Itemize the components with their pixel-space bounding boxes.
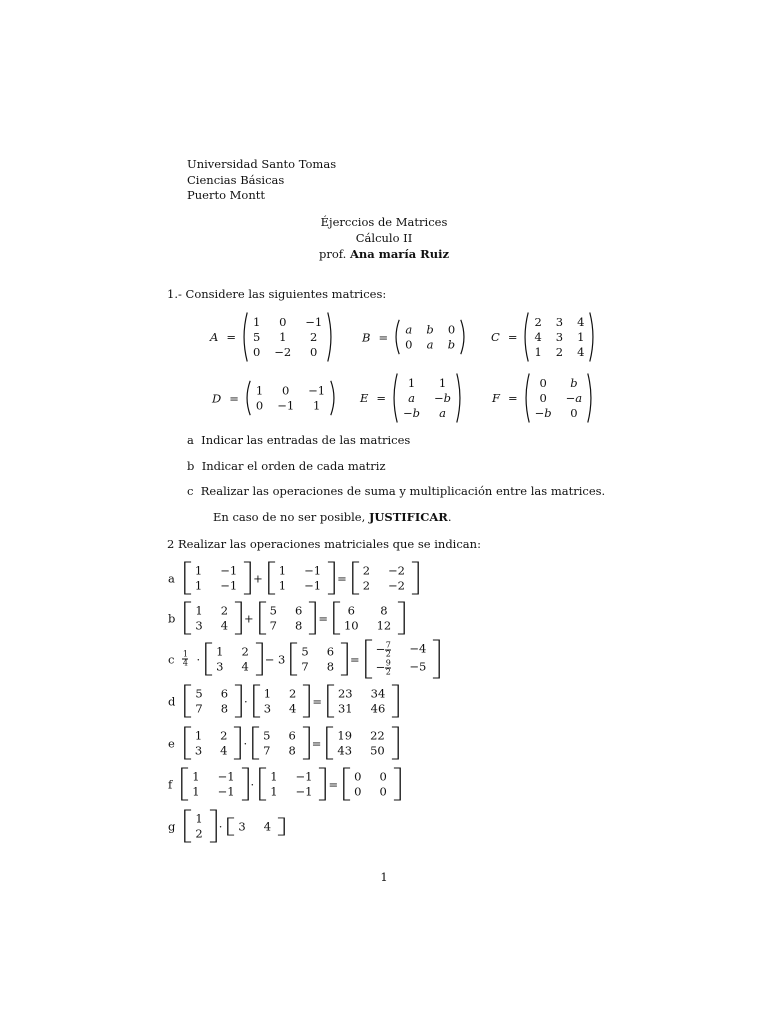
round-right-bracket (455, 373, 464, 423)
square-left-bracket (332, 602, 338, 635)
item-letter: c (187, 484, 194, 498)
matrix-entry: 3 (263, 701, 272, 716)
square-left-bracket (180, 768, 186, 801)
matrix-entry: 2 (220, 728, 228, 743)
matrix-entry: −b (403, 406, 421, 420)
matrix (183, 685, 240, 718)
matrix-entry: a (408, 391, 415, 405)
square-right-bracket (241, 768, 247, 801)
matrix-entry: −2 (388, 563, 405, 578)
equals-sign: = (328, 777, 339, 791)
round-left-bracket (243, 381, 252, 416)
matrix-entry: 1 (577, 330, 585, 344)
square-right-bracket (277, 817, 283, 835)
header-block (187, 157, 336, 204)
square-right-bracket (393, 768, 399, 801)
document-title (0, 214, 768, 262)
matrix-entry: 2 (362, 578, 371, 593)
round-right-bracket (329, 381, 338, 416)
exercise-letter: a (168, 571, 175, 585)
matrix-entry: −2 (274, 345, 292, 359)
q1-number: 1.- (167, 287, 182, 301)
matrix (390, 373, 464, 423)
matrix (258, 602, 315, 635)
matrix-entry: −1 (220, 563, 238, 578)
square-left-bracket (183, 685, 189, 718)
matrix (326, 685, 397, 718)
round-left-bracket (240, 312, 249, 362)
square-right-bracket (432, 640, 438, 679)
note-period: . (447, 510, 452, 524)
matrix (392, 320, 468, 355)
matrix-entry: 4 (577, 315, 585, 329)
matrix-entry: 5 (269, 603, 277, 618)
matrix-entry: 1 (263, 686, 272, 701)
matrix-entry: −4 (409, 641, 427, 656)
equals-sign: = (229, 391, 239, 405)
square-left-bracket (342, 768, 348, 801)
matrix-entry: 22 (370, 728, 385, 743)
matrix-entry: 4 (220, 743, 228, 758)
matrix-entry: 0 (279, 315, 287, 329)
square-right-bracket (327, 562, 333, 595)
q1-item-c (187, 484, 605, 498)
matrix-entry: −2 (388, 578, 405, 593)
matrix-entry: −b (534, 406, 552, 420)
matrix-entry: 1 (216, 644, 224, 659)
matrix-entry: 5 (195, 686, 203, 701)
matrix-entry: 34 (370, 686, 386, 701)
square-left-bracket (258, 768, 264, 801)
square-right-bracket (391, 685, 397, 718)
title-prof-prefix: prof. (318, 247, 347, 261)
q1-heading (167, 287, 386, 301)
exercise-letter: e (168, 736, 175, 750)
matrix-entry: 6 (347, 603, 355, 618)
square-left-bracket (351, 562, 357, 595)
matrix-entry: 1 (192, 769, 200, 784)
matrix-entry: −1 (305, 315, 323, 329)
square-left-bracket (183, 727, 189, 760)
matrix-entry: 1 (195, 603, 203, 618)
square-right-bracket (234, 602, 240, 635)
matrix-entry: 43 (337, 743, 353, 758)
matrix-entry: 1 (279, 330, 287, 344)
matrix-name: A (210, 330, 219, 344)
square-right-bracket (302, 685, 308, 718)
square-right-bracket (318, 768, 324, 801)
exercise-letter: b (168, 611, 176, 625)
dot-operator: · (244, 694, 248, 708)
q1-intro: Considere las siguientes matrices: (185, 287, 387, 301)
square-left-bracket (183, 810, 189, 843)
matrix-entry: − $\frac{9}{2}$ (375, 658, 391, 677)
equals-sign: = (312, 694, 322, 708)
matrix-entry: 1 (194, 728, 203, 743)
matrix-entry: 4 (534, 330, 542, 344)
plus-operator: + (244, 611, 254, 625)
matrix-entry: 7 (195, 701, 203, 716)
matrix-entry: 2 (195, 826, 203, 841)
matrix (183, 727, 240, 760)
matrix-name: F (492, 391, 500, 405)
square-right-bracket (340, 643, 346, 676)
plus-operator: + (253, 571, 263, 585)
matrix (342, 768, 399, 801)
matrix-name: B (362, 330, 371, 344)
equals-sign: = (376, 391, 387, 405)
dot-operator: · (243, 736, 248, 750)
q2-exercise-c (168, 640, 438, 679)
matrix-entry: 5 (301, 644, 309, 659)
square-right-bracket (302, 727, 308, 760)
matrix-definition-d (212, 381, 338, 416)
matrix (252, 685, 309, 718)
square-left-bracket (204, 643, 210, 676)
matrix (325, 727, 396, 760)
matrix-entry: 31 (337, 701, 353, 716)
matrix (351, 562, 417, 595)
matrix-entry: −1 (304, 563, 322, 578)
matrix-entry: 0 (405, 337, 413, 352)
equals-sign: = (378, 330, 389, 344)
matrix-entry: −1 (295, 784, 313, 799)
matrix-entry: b (570, 376, 578, 390)
square-right-bracket (233, 727, 239, 760)
matrix-entry: 7 (301, 659, 309, 674)
title-line-2: Cálculo II (355, 231, 413, 245)
matrix-entry: 1 (270, 784, 278, 799)
matrix-entry: 3 (555, 330, 564, 344)
q1-item-a (187, 433, 410, 447)
matrix-definition-b (362, 320, 468, 355)
matrix-entry: 6 (220, 686, 229, 701)
matrix (258, 768, 324, 801)
matrix-entry: 0 (379, 784, 387, 799)
scalar-coefficient: $\frac{1}{4}$ (182, 649, 188, 668)
round-left-bracket (522, 373, 531, 423)
round-right-bracket (459, 320, 468, 355)
matrix-entry: 0 (354, 769, 362, 784)
matrix-entry: 1 (278, 563, 287, 578)
equals-sign: = (507, 391, 518, 405)
matrix-entry: 0 (570, 406, 578, 420)
city-name: Puerto Montt (187, 188, 265, 202)
square-right-bracket (209, 810, 215, 843)
matrix-entry: − $\frac{7}{2}$ (375, 640, 391, 659)
item-text: Realizar las operaciones de suma y multiplicación entre las matrices. (200, 484, 606, 498)
matrix-entry: 3 (194, 743, 203, 758)
matrix-entry: 1 (438, 376, 447, 390)
matrix-entry: 8 (220, 701, 229, 716)
matrix-entry: 0 (447, 322, 456, 337)
matrix-name: E (360, 391, 369, 405)
matrix-entry: 3 (555, 315, 564, 329)
q2-heading (167, 537, 481, 551)
square-right-bracket (255, 643, 261, 676)
matrix-entry: 1 (407, 376, 416, 390)
square-right-bracket (391, 727, 397, 760)
exercise-letter: f (168, 777, 173, 791)
matrix-entry: 0 (379, 769, 387, 784)
matrix-entry: 3 (238, 819, 246, 833)
square-right-bracket (234, 685, 240, 718)
matrix-entry: −1 (304, 578, 322, 593)
matrix-entry: 2 (241, 644, 249, 659)
matrix-entry: b (426, 322, 434, 337)
matrix-entry: 3 (216, 659, 224, 674)
matrix-definition-a (210, 312, 335, 362)
matrix-entry: 8 (288, 743, 296, 758)
matrix-entry: 2 (534, 315, 542, 329)
note-text: En caso de no ser posible, (213, 510, 366, 524)
matrix-entry: 19 (337, 728, 353, 743)
round-left-bracket (521, 312, 530, 362)
matrix-entry: 1 (312, 398, 321, 413)
matrix (183, 602, 240, 635)
matrix-entry: 2 (362, 563, 371, 578)
matrix (364, 640, 439, 679)
matrix-entry: b (447, 337, 456, 352)
q2-exercise-e (168, 727, 397, 760)
matrix-entry: a (439, 406, 446, 420)
square-left-bracket (183, 602, 189, 635)
matrix-entry: 3 (195, 618, 203, 633)
matrix-entry: 2 (220, 603, 229, 618)
equals-sign: = (507, 330, 518, 344)
matrix (240, 312, 335, 362)
matrix-name: C (491, 330, 500, 344)
fraction: $\frac{7}{2}$ (385, 640, 391, 659)
matrix-entry: 1 (534, 345, 542, 359)
q2-intro: Realizar las operaciones matriciales que se indican: (177, 537, 481, 551)
matrix-entry: 5 (263, 728, 271, 743)
matrix-entry: 4 (220, 618, 229, 633)
matrix-entry: 46 (370, 701, 386, 716)
matrix-entry: 0 (255, 398, 264, 413)
matrix-entry: 8 (326, 659, 335, 674)
matrix-entry: a (426, 337, 434, 352)
matrix-entry: 0 (354, 784, 362, 799)
square-right-bracket (411, 562, 417, 595)
professor-name: Ana maría Ruiz (349, 247, 449, 261)
matrix-entry: 4 (263, 819, 272, 833)
square-left-bracket (183, 562, 189, 595)
matrix-entry: 4 (241, 659, 249, 674)
matrix-entry: 10 (343, 618, 359, 633)
matrix-entry: 6 (295, 603, 303, 618)
matrix-entry: 1 (194, 578, 203, 593)
matrix (289, 643, 346, 676)
matrix-entry: 7 (263, 743, 271, 758)
q2-exercise-d (168, 685, 397, 718)
matrix-entry: 23 (337, 686, 353, 701)
matrix-entry: 2 (289, 686, 297, 701)
matrix-entry: 1 (252, 315, 261, 329)
matrix (180, 768, 246, 801)
matrix-entry: 1 (270, 769, 278, 784)
exercise-letter: g (168, 819, 176, 833)
equals-sign: = (226, 330, 236, 344)
note-emphasis: JUSTIFICAR (368, 510, 448, 524)
minus-operator: − 3 (264, 652, 286, 666)
matrix-entry: 1 (195, 811, 203, 826)
matrix-entry: 1 (278, 578, 287, 593)
matrix (332, 602, 403, 635)
q2-exercise-f (168, 768, 399, 801)
round-right-bracket (588, 312, 597, 362)
matrix (521, 312, 597, 362)
matrix-entry: 4 (577, 345, 585, 359)
square-left-bracket (267, 562, 273, 595)
matrix-entry: 1 (255, 383, 264, 398)
matrix-entry: −1 (217, 784, 235, 799)
equals-sign: = (350, 652, 360, 666)
title-line-1: Éjerccios de Matrices (320, 215, 448, 229)
q2-exercise-g (168, 810, 283, 843)
q2-exercise-b (168, 602, 403, 635)
square-left-bracket (258, 602, 264, 635)
item-letter: b (187, 459, 195, 473)
round-right-bracket (326, 312, 335, 362)
matrix-entry: 5 (252, 330, 261, 344)
university-name: Universidad Santo Tomas (187, 157, 337, 171)
matrix-entry: −a (565, 391, 583, 405)
exercise-letter: d (168, 694, 176, 708)
matrix-entry: 8 (380, 603, 388, 618)
square-left-bracket (289, 643, 295, 676)
square-left-bracket (364, 640, 370, 679)
matrix-entry: a (405, 322, 413, 337)
q2-exercise-a (168, 562, 417, 595)
round-left-bracket (390, 373, 399, 423)
square-left-bracket (251, 727, 257, 760)
q1-item-b (187, 459, 386, 473)
dot-operator: · (218, 819, 223, 833)
square-left-bracket (252, 685, 258, 718)
matrix-definition-e (360, 373, 464, 423)
dot-operator: · (250, 777, 255, 791)
department-name: Ciencias Básicas (187, 172, 285, 187)
matrix (522, 373, 596, 423)
matrix-entry: −1 (220, 578, 238, 593)
matrix-entry: 6 (326, 644, 335, 659)
matrix-entry: −1 (217, 769, 235, 784)
round-right-bracket (586, 373, 595, 423)
matrix-entry: 1 (194, 563, 203, 578)
matrix-entry: 7 (269, 618, 277, 633)
equals-sign: = (318, 611, 328, 625)
matrix (267, 562, 333, 595)
item-text: Indicar el orden de cada matriz (201, 459, 386, 473)
matrix (251, 727, 308, 760)
matrix-entry: 50 (370, 743, 385, 758)
matrix-entry: 0 (539, 376, 547, 390)
page-number: 1 (380, 870, 388, 884)
matrix (183, 810, 214, 843)
item-text: Indicar las entradas de las matrices (201, 433, 411, 447)
square-right-bracket (308, 602, 314, 635)
matrix-entry: 0 (252, 345, 261, 359)
item-letter: a (187, 433, 194, 447)
matrix-name: D (212, 391, 222, 405)
q2-number: 2 (167, 537, 175, 551)
fraction: $\frac{9}{2}$ (385, 658, 391, 677)
matrix-entry: 2 (555, 345, 564, 359)
matrix-entry: 12 (376, 618, 392, 633)
square-right-bracket (243, 562, 249, 595)
matrix-entry: 0 (310, 345, 318, 359)
square-left-bracket (325, 727, 331, 760)
matrix-entry: 0 (539, 391, 547, 405)
square-left-bracket (226, 817, 232, 835)
matrix (183, 562, 249, 595)
matrix-entry: 4 (289, 701, 297, 716)
matrix-entry: −1 (295, 769, 313, 784)
matrix-entry: 2 (310, 330, 318, 344)
equals-sign: = (311, 736, 322, 750)
square-left-bracket (326, 685, 332, 718)
square-right-bracket (397, 602, 403, 635)
matrix (243, 381, 338, 416)
matrix-entry: 0 (282, 383, 290, 398)
q1-note (213, 510, 451, 524)
matrix-entry: 1 (192, 784, 200, 799)
matrix-entry: −5 (409, 659, 427, 674)
equals-sign: = (337, 571, 347, 585)
title-line-3 (0, 246, 768, 262)
matrix-entry: −1 (308, 383, 326, 398)
dot-operator: · (196, 652, 201, 666)
matrix-definition-c (491, 312, 597, 362)
matrix-entry: 6 (288, 728, 296, 743)
matrix-definition-f (492, 373, 595, 423)
matrix (226, 817, 283, 835)
round-left-bracket (392, 320, 401, 355)
exercise-letter: c (168, 652, 175, 666)
matrix-entry: 8 (295, 618, 303, 633)
matrix-entry: −1 (277, 398, 295, 413)
matrix (204, 643, 261, 676)
matrix-entry: −b (434, 391, 452, 405)
